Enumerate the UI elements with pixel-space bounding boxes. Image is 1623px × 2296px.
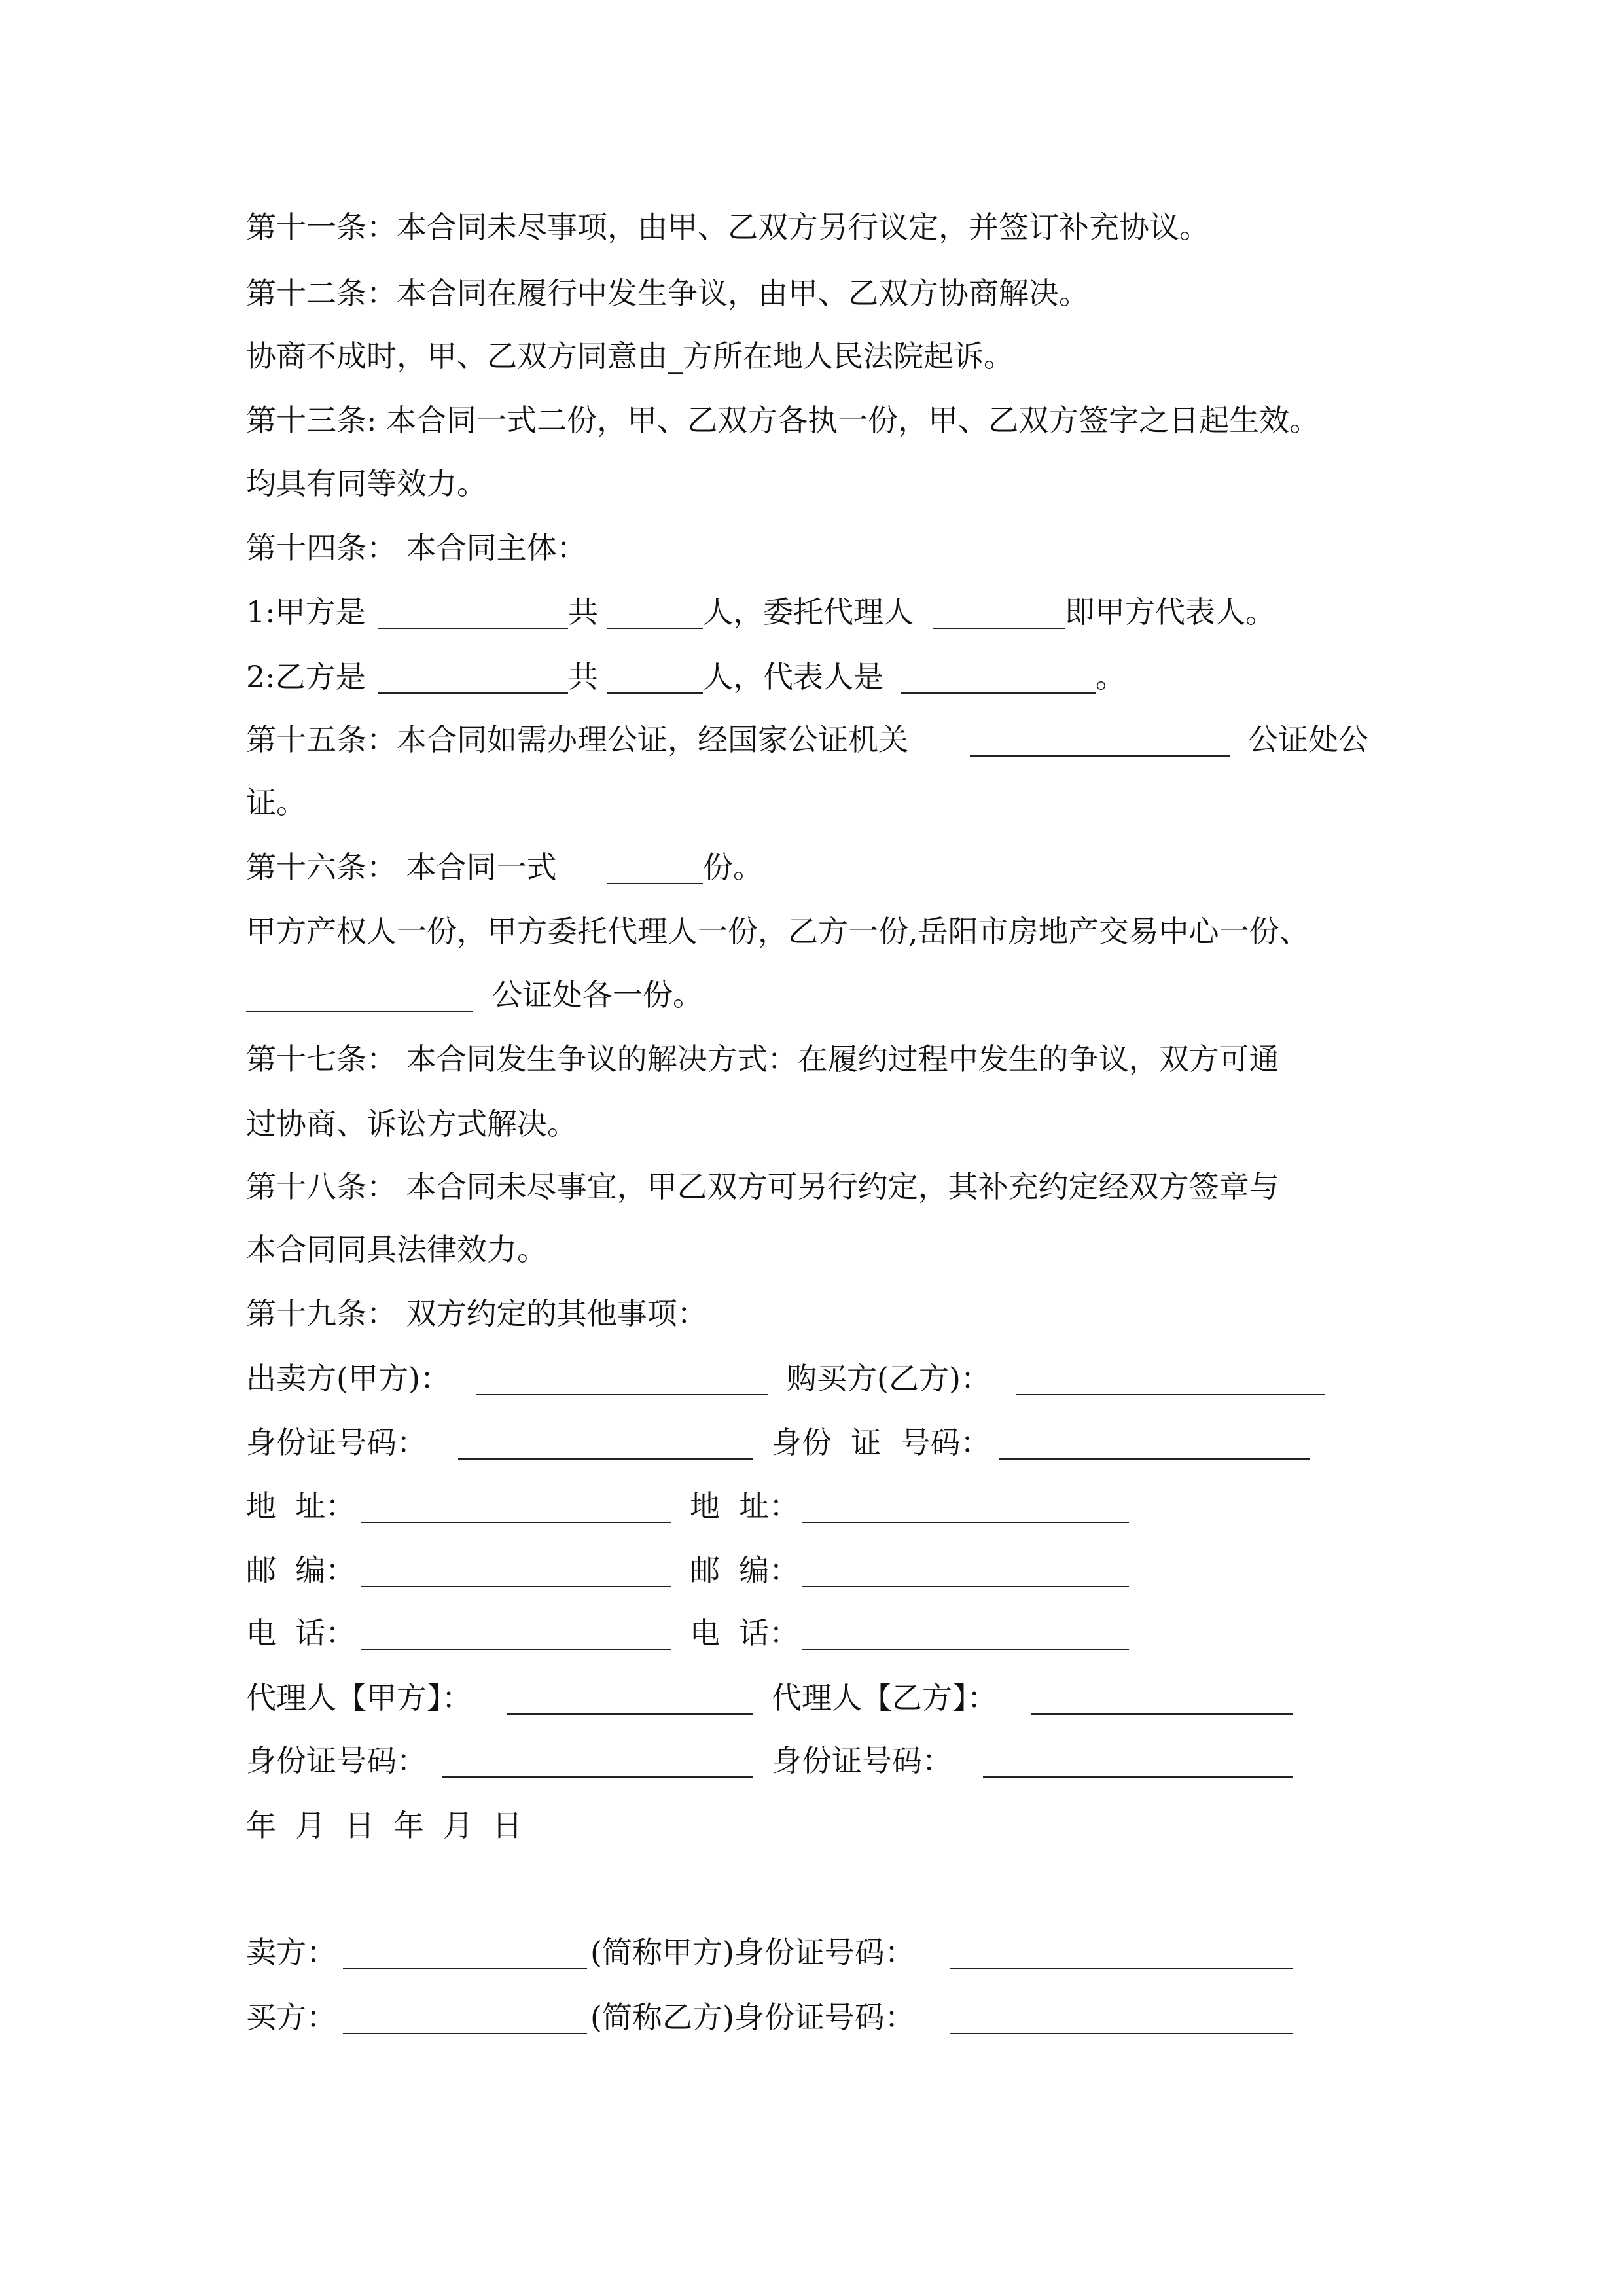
buyer-zip-blank[interactable] (802, 1553, 1129, 1587)
row-seller (0, 1933, 1623, 1972)
clause-17 (0, 1039, 1623, 1079)
clause-12-cont (0, 336, 1623, 376)
row-address (0, 1486, 1623, 1526)
party-b-rep-blank[interactable] (901, 660, 1096, 694)
seller-address-blank[interactable] (361, 1489, 671, 1523)
label: 出卖方(甲方)： (246, 1361, 450, 1396)
clause-18-cont (0, 1230, 1623, 1269)
clause-13 (0, 401, 1623, 440)
clause-12 (0, 274, 1623, 313)
clause-14-party-a (0, 592, 1623, 632)
party-b-count-blank[interactable] (607, 660, 703, 694)
party-b-name-blank[interactable] (378, 660, 568, 694)
agent-b-id-blank[interactable] (983, 1744, 1293, 1778)
seller-phone-blank[interactable] (361, 1616, 671, 1650)
seller-blank[interactable] (476, 1361, 768, 1395)
row-parties (0, 1359, 1623, 1398)
label: (简称乙方)身份证号码： (590, 2000, 915, 2035)
clause-text: 第十四条： 本合同主体： (246, 530, 587, 565)
clause-16 (0, 848, 1623, 887)
row-agent-id (0, 1741, 1623, 1780)
label: 身份证号码： (246, 1743, 427, 1778)
party-a-agent-blank[interactable] (933, 595, 1065, 629)
clause-14-party-b (0, 657, 1623, 696)
label: 代理人【乙方】： (772, 1680, 997, 1715)
clause-text: 第十八条： 本合同未尽事宜，甲乙双方可另行约定，其补充约定经双方签章与 (246, 1169, 1279, 1204)
label: 卖方： (246, 1935, 336, 1970)
label: 身份证号码： (772, 1743, 952, 1778)
seller-id-number-blank[interactable] (950, 1935, 1293, 1969)
label: 电 话： (246, 1615, 356, 1651)
clause-17-cont (0, 1104, 1623, 1143)
label: 地 址： (690, 1488, 800, 1524)
label: 1:甲方是 (246, 594, 366, 630)
clause-text: 第十二条：本合同在履行中发生争议，由甲、乙双方协商解决。 (246, 276, 1089, 311)
notary-blank[interactable] (970, 723, 1230, 757)
clause-text: 第十三条: 本合同一式二份，甲、乙双方各执一份，甲、乙双方签字之日起生效。 (246, 403, 1320, 438)
buyer-name-blank[interactable] (343, 2000, 587, 2034)
clause-19 (0, 1294, 1623, 1333)
label: 。 (1096, 659, 1126, 694)
clause-11 (0, 207, 1623, 247)
row-date (0, 1806, 1623, 1845)
clause-text: 证。 (246, 785, 306, 820)
notary-office-blank[interactable] (246, 978, 473, 1012)
agent-a-blank[interactable] (507, 1681, 753, 1715)
clause-text: 协商不成时，甲、乙双方同意由_方所在地人民法院起诉。 (246, 338, 1014, 374)
seller-name-blank[interactable] (343, 1935, 587, 1969)
date-label: 年 月 日 年 月 日 (246, 1808, 523, 1843)
label: 电 话： (690, 1615, 800, 1651)
clause-text: 本合同同具法律效力。 (246, 1232, 547, 1267)
clause-15-cont (0, 783, 1623, 822)
agent-b-blank[interactable] (1031, 1681, 1293, 1715)
label: (简称甲方)身份证号码： (590, 1935, 915, 1970)
label: 代理人【甲方】： (246, 1680, 472, 1715)
clause-13-cont (0, 464, 1623, 503)
buyer-id-number-blank[interactable] (950, 2000, 1293, 2034)
label: 人，委托代理人 (703, 594, 914, 630)
label: 公证处公 (1248, 722, 1368, 757)
clause-14 (0, 528, 1623, 567)
row-buyer (0, 1998, 1623, 2037)
label: 购买方(乙方)： (787, 1361, 991, 1396)
label: 公证处各一份。 (492, 977, 703, 1013)
label: 份。 (703, 850, 763, 885)
label: 即甲方代表人。 (1065, 594, 1275, 630)
clause-text: 均具有同等效力。 (246, 466, 487, 501)
row-id (0, 1423, 1623, 1462)
clause-text: 第十七条： 本合同发生争议的解决方式：在履约过程中发生的争议，双方可通 (246, 1041, 1279, 1077)
label: 第十六条： 本合同一式 (246, 850, 557, 885)
clause-text: 过协商、诉讼方式解决。 (246, 1106, 577, 1141)
row-agent (0, 1678, 1623, 1717)
seller-id-blank[interactable] (458, 1426, 753, 1460)
row-phone (0, 1613, 1623, 1653)
clause-18 (0, 1167, 1623, 1206)
clause-text: 第十九条： 双方约定的其他事项： (246, 1296, 707, 1331)
clause-15 (0, 720, 1623, 759)
buyer-id-blank[interactable] (999, 1426, 1310, 1460)
label: 邮 编： (246, 1552, 356, 1588)
buyer-address-blank[interactable] (802, 1489, 1129, 1523)
label: 2:乙方是 (246, 659, 366, 694)
label: 邮 编： (690, 1552, 800, 1588)
clause-text: 甲方产权人一份，甲方委托代理人一份，乙方一份,岳阳市房地产交易中心一份、 (246, 914, 1310, 949)
clause-text: 第十一条：本合同未尽事项，由甲、乙双方另行议定，并签订补充协议。 (246, 209, 1209, 245)
label: 买方： (246, 2000, 336, 2035)
label: 共 (568, 594, 598, 630)
agent-a-id-blank[interactable] (442, 1744, 753, 1778)
copies-blank[interactable] (607, 850, 703, 884)
label: 地 址： (246, 1488, 356, 1524)
label: 共 (568, 659, 598, 694)
party-a-name-blank[interactable] (378, 595, 568, 629)
buyer-blank[interactable] (1016, 1361, 1325, 1395)
label: 身份 证 号码： (772, 1425, 991, 1460)
buyer-phone-blank[interactable] (802, 1616, 1129, 1650)
party-a-count-blank[interactable] (607, 595, 703, 629)
clause-16-cont (0, 912, 1623, 951)
seller-zip-blank[interactable] (361, 1553, 671, 1587)
label: 人，代表人是 (703, 659, 883, 694)
label: 第十五条：本合同如需办理公证，经国家公证机关 (246, 722, 908, 757)
label: 身份证号码： (246, 1425, 427, 1460)
row-zip (0, 1551, 1623, 1590)
clause-16-cont2 (0, 975, 1623, 1014)
